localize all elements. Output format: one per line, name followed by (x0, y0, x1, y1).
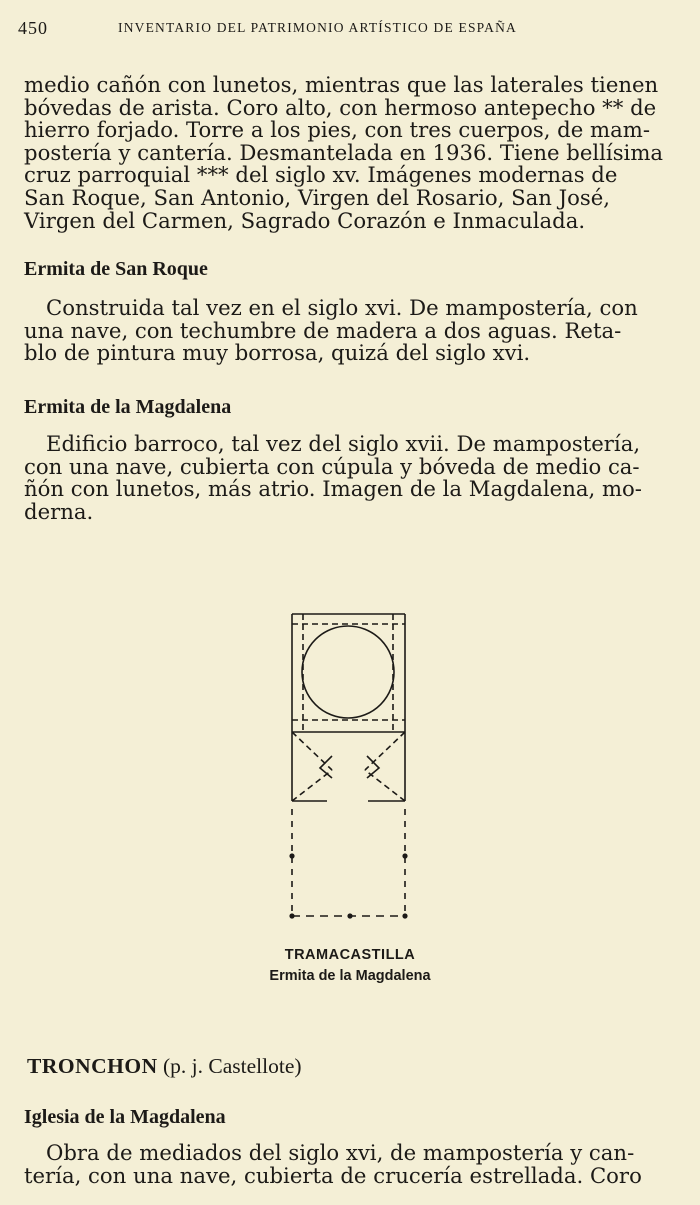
section-title-iglesia: Iglesia de la Magdalena (24, 1106, 226, 1128)
column-dot (402, 853, 407, 858)
text-line: una nave, con techumbre de madera a dos aguas. Reta- (24, 317, 622, 343)
column-dot (402, 913, 407, 918)
section-title-magdalena: Ermita de la Magdalena (24, 396, 232, 418)
plan-line (292, 770, 332, 801)
text-line: Construida tal vez en el siglo xvi. De mampostería, con (46, 295, 638, 320)
magdalena-paragraph (24, 433, 679, 523)
text-line: San Roque, San Antonio, Virgen del Rosario, San José, (24, 184, 611, 210)
floor-plan-drawing (275, 606, 425, 936)
running-head: INVENTARIO DEL PATRIMONIO ARTÍSTICO DE ESPAÑA (118, 20, 517, 35)
page-number: 450 (18, 18, 48, 38)
place-heading (27, 1054, 302, 1079)
text-line: derna. (24, 498, 94, 524)
text-line: blo de pintura muy borrosa, quizá del siglo xvi. (24, 340, 531, 366)
text-line: con una nave, cubierta con cúpula y bóveda de medio ca- (24, 453, 640, 479)
dome-circle (302, 626, 394, 718)
text-line: ñón con lunetos, más atrio. Imagen de la Magdalena, mo- (24, 476, 642, 502)
text-line: cruz parroquial *** del siglo xv. Imágenes modernas de (24, 162, 618, 188)
section-title-san-roque: Ermita de San Roque (24, 258, 208, 280)
text-line: Obra de mediados del siglo xvi, de mampostería y can- (46, 1140, 635, 1165)
figure-caption-title: Ermita de la Magdalena (269, 968, 431, 984)
column-dot (289, 853, 294, 858)
text-line: Virgen del Carmen, Sagrado Corazón e Inmaculada. (24, 207, 586, 233)
text-line: hierro forjado. Torre a los pies, con tres cuerpos, de mam- (24, 117, 650, 143)
place-name: TRONCHON (27, 1054, 158, 1078)
text-line: Edificio barroco, tal vez del siglo xvii. De mampostería, (46, 431, 641, 456)
intro-paragraph (24, 74, 679, 232)
place-district: (p. j. Castellote) (163, 1054, 302, 1078)
text-line: postería y cantería. Desmantelada en 1936. Tiene bellísima (24, 139, 664, 165)
figure-caption-place: TRAMACASTILLA (284, 947, 416, 963)
column-dot (347, 913, 352, 918)
iglesia-paragraph (24, 1142, 679, 1187)
text-line: bóvedas de arista. Coro alto, con hermoso antepecho ** de (24, 94, 657, 120)
plan-line (292, 732, 332, 770)
text-line: medio cañón con lunetos, mientras que las laterales tienen (24, 72, 659, 97)
page-header (18, 18, 682, 42)
text-line: tería, con una nave, cubierta de crucería estrellada. Coro (24, 1162, 642, 1188)
column-dot (289, 913, 294, 918)
san-roque-paragraph (24, 297, 679, 365)
plan-line (365, 732, 405, 770)
